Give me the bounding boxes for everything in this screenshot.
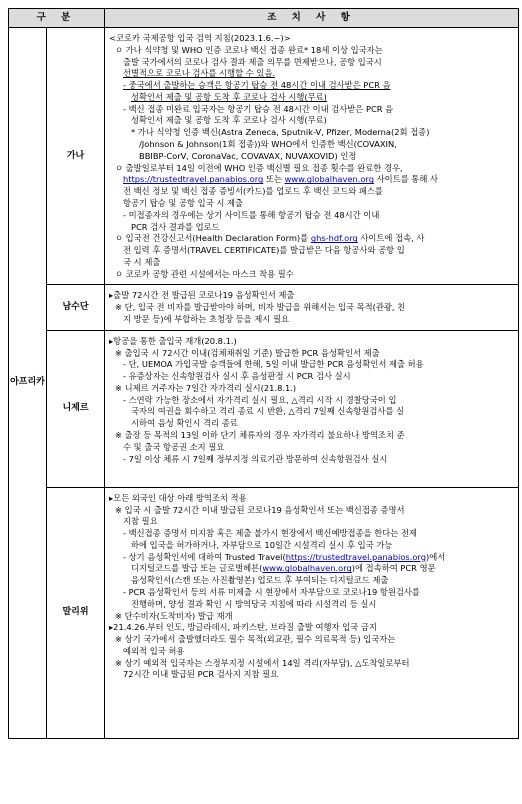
content-line: 하에 입국을 허가하거나, 자부담으로 10일간 시설격리 실시 후 입국 가능 <box>131 539 393 550</box>
content-line: 전 백신 정보 및 백신 접종 증빙서(카드)를 업로드 후 백신 코드와 패스를 <box>123 186 383 197</box>
content-line: * 가나 식약청 인증 백신(Astra Zeneca, Sputnik-V, Pfizer, Moderna(2회 접종) <box>131 127 430 138</box>
content-line: ▸항공을 통한 출입국 재개(20.8.1.) <box>109 335 237 346</box>
content-cell <box>105 28 519 285</box>
content-line: ㅇ 출발일로부터 14일 이전에 WHO 인증 백신별 필요 접종 횟수를 완료한 경우, <box>115 162 403 173</box>
content-line: 선별적으로 코로나 검사를 시행할 수 있음. <box>123 68 276 79</box>
content-line: https://trustedtravel.panabios.org 또는 www.globalhaven.org 사이트를 통해 사 <box>123 174 438 185</box>
content-line: ▸21.4.26.부터 인도, 방글라데시, 파키스탄, 브라질 출발 여행자 입국 금지 <box>109 622 377 633</box>
content-line: ※ 상기 예외적 입국자는 스정부지정 시설에서 14일 격리(자부담), △도착일로부터 <box>115 657 410 668</box>
region-cell: 아프리카 <box>9 28 47 739</box>
document <box>8 8 518 739</box>
content-line: ※ 단수비자(도착비자) 발급 재개 <box>115 610 233 621</box>
country-row <box>9 285 519 330</box>
content-cell <box>105 487 519 738</box>
content-line: - 중국에서 출발하는 승객은 항공기 탑승 전 48시간 이내 검사받은 PCR 음 <box>123 80 391 91</box>
content-line: - 백신 접종 미완료 입국자는 항공기 탑승 전 48시간 이내 검사받은 PCR 음 <box>123 103 394 114</box>
content-line: - PCR 음성확인서 등의 서류 미제출 시 현장에서 자부담으로 코로나19 항원검사를 <box>123 587 420 597</box>
content-line: - 백신접종 증명서 미지참 혹은 제출 불가시 현장에서 백신예방접종을 한다는 전제 <box>123 528 417 539</box>
country-row <box>9 487 519 738</box>
content-line: /Johnson & Johnson(1회 접종))와 WHO에서 인증한 백신(COVAXIN, <box>139 139 397 150</box>
header-measures: 조 치 사 항 <box>105 9 519 28</box>
content-line: - 7일 이상 체류 시 7일째 정부지정 의료기관 방문하여 신속항원검사 실시 <box>123 453 388 464</box>
content-line: ▸모든 외국인 대상 아래 방역조치 적용 <box>109 492 247 503</box>
url-link[interactable]: ghs-hdf.org <box>310 233 358 244</box>
url-link[interactable]: www.globalhaven.org <box>262 563 352 574</box>
content-line: PCR 검사 결과를 업로드 <box>131 221 220 232</box>
content-line: 항공기 탑승 및 공항 입국 시 제출 <box>123 197 244 208</box>
content-cell <box>105 330 519 487</box>
header-category: 구 분 <box>9 9 105 28</box>
content-line: 수 및 출국 항공권 소지 필요 <box>123 441 225 452</box>
content-line: - 스연락 가능한 장소에서 자가격리 실시 필요, △격리 시작 시 경찰당국이 입 <box>123 394 397 405</box>
content-line: ㅇ 입국전 건강신고서(Health Declaration Form)를 ghs-hdf.org 사이트에 접속, 사 <box>115 233 425 244</box>
content-line: 출발 국가에서의 코로나 검사 결과 제출 의무를 면제받으나, 공항 입국시 <box>123 56 382 67</box>
url-link[interactable]: https://trustedtravel.panabios.org <box>285 551 426 562</box>
url-link[interactable]: www.globalhaven.org <box>284 174 374 185</box>
content-line: ※ 상기 국가에서 출발했더라도 필수 목적(외교관, 필수 의료목적 등) 입국자는 <box>115 634 396 645</box>
content-line: - 미접종자의 경우에는 상기 사이트를 통해 항공기 탑승 전 48시간 이내 <box>123 209 380 220</box>
content-line: 디지털코드를 발급 또는 글로벌헤븐(www.globalhaven.org)에 접속하여 PCR 영문 <box>131 563 436 574</box>
content-line: ㅇ 코로카 공항 관련 시설에서는 마스크 착용 필수 <box>115 268 294 279</box>
content-line: 성확인서 제출 및 공항 도착 후 코로나 검사 시행(무료) <box>131 115 327 126</box>
url-link[interactable]: https://trustedtravel.panabios.org <box>123 174 264 185</box>
measures-table <box>8 8 519 739</box>
content-line: - 상기 음성확인서에 대하여 Trusted Travel(https://trustedtravel.panabios.org)에서 <box>123 551 446 562</box>
country-name: 말리위 <box>47 487 105 738</box>
country-name: 니제르 <box>47 330 105 487</box>
content-line: 지 방문 등)에 부합하는 초청장 등을 제시 필요 <box>123 313 289 324</box>
content-line: ㅇ 가나 식약청 및 WHO 인증 코로나 백신 접종 완료* 18세 이상 입국자는 <box>115 44 383 55</box>
content-line: 시하여 음성 확인시 격리 종료 <box>131 418 238 429</box>
content-line: 국자의 여권을 회수하고 격리 종료 시 반환, △격리 7일째 신속항원검사를 실 <box>131 406 405 417</box>
country-row <box>9 28 519 285</box>
content-line: 성확인서 제출 및 공항 도착 후 코로나 검사 시행(무료) <box>131 91 327 102</box>
content-line: 국 시 제출 <box>123 256 161 267</box>
content-line: - 단, UEMOA 가입국발 승객들에 한해, 5일 이내 발급한 PCR 음성확인서 제출 허용 <box>123 359 424 370</box>
country-row <box>9 330 519 487</box>
content-line: 음성확인서(스캔 또는 사진촬영본) 업로드 후 부여되는 디지털코드 제출 <box>131 575 389 586</box>
content-line: ※ 단, 입국 전 비자를 발급받아야 하며, 비자 발급을 위해서는 입국 목적(관광, 친 <box>115 302 406 313</box>
content-line: BBIBP-CorV, CoronaVac, COVAVAX, NUVAXOVID) 인정 <box>139 150 357 161</box>
content-line: ※ 출장 등 목적의 13일 이하 단기 체류자의 경우 자가격리 불요하나 방역조치 준 <box>115 430 405 440</box>
content-line: 72시간 이내 발급된 PCR 검사지 지참 필요 <box>123 669 279 680</box>
country-name: 남수단 <box>47 285 105 330</box>
content-line: ▸출발 72시간 전 발급된 코로나19 음성확인서 제출 <box>109 290 295 301</box>
content-cell <box>105 285 519 330</box>
content-line: ※ 입국 시 출발 72시간 이내 발급된 코로나19 음성확인서 또는 백신접종 증명서 <box>115 504 405 515</box>
content-line: <코로카 국제공항 입국 검역 지침(2023.1.6.~)> <box>109 33 291 43</box>
content-line: 지참 필요 <box>123 516 158 527</box>
content-line: ※ 니제르 거주자는 7일간 자가격리 실시(21.8.1.) <box>115 382 297 393</box>
content-line: 전 입력 후 증명서(TRAVEL CERTIFICATE)를 발급받은 다음 항공사와 공항 입 <box>123 245 405 256</box>
content-line: 진행하며, 양성 결과 확인 시 방역당국 지침에 따라 시설격리 등 실시 <box>131 598 377 609</box>
content-line: - 유증상자는 신속항원검사 실시 후 음성판정 시 PCR 검사 실시 <box>123 371 351 382</box>
country-name: 가나 <box>47 28 105 285</box>
content-line: ※ 출입국 시 72시간 이내(검체채취일 기준) 발급한 PCR 음성확인서 제출 <box>115 347 380 358</box>
content-line: 예외적 입국 허용 <box>123 645 185 656</box>
header-row <box>9 9 519 28</box>
